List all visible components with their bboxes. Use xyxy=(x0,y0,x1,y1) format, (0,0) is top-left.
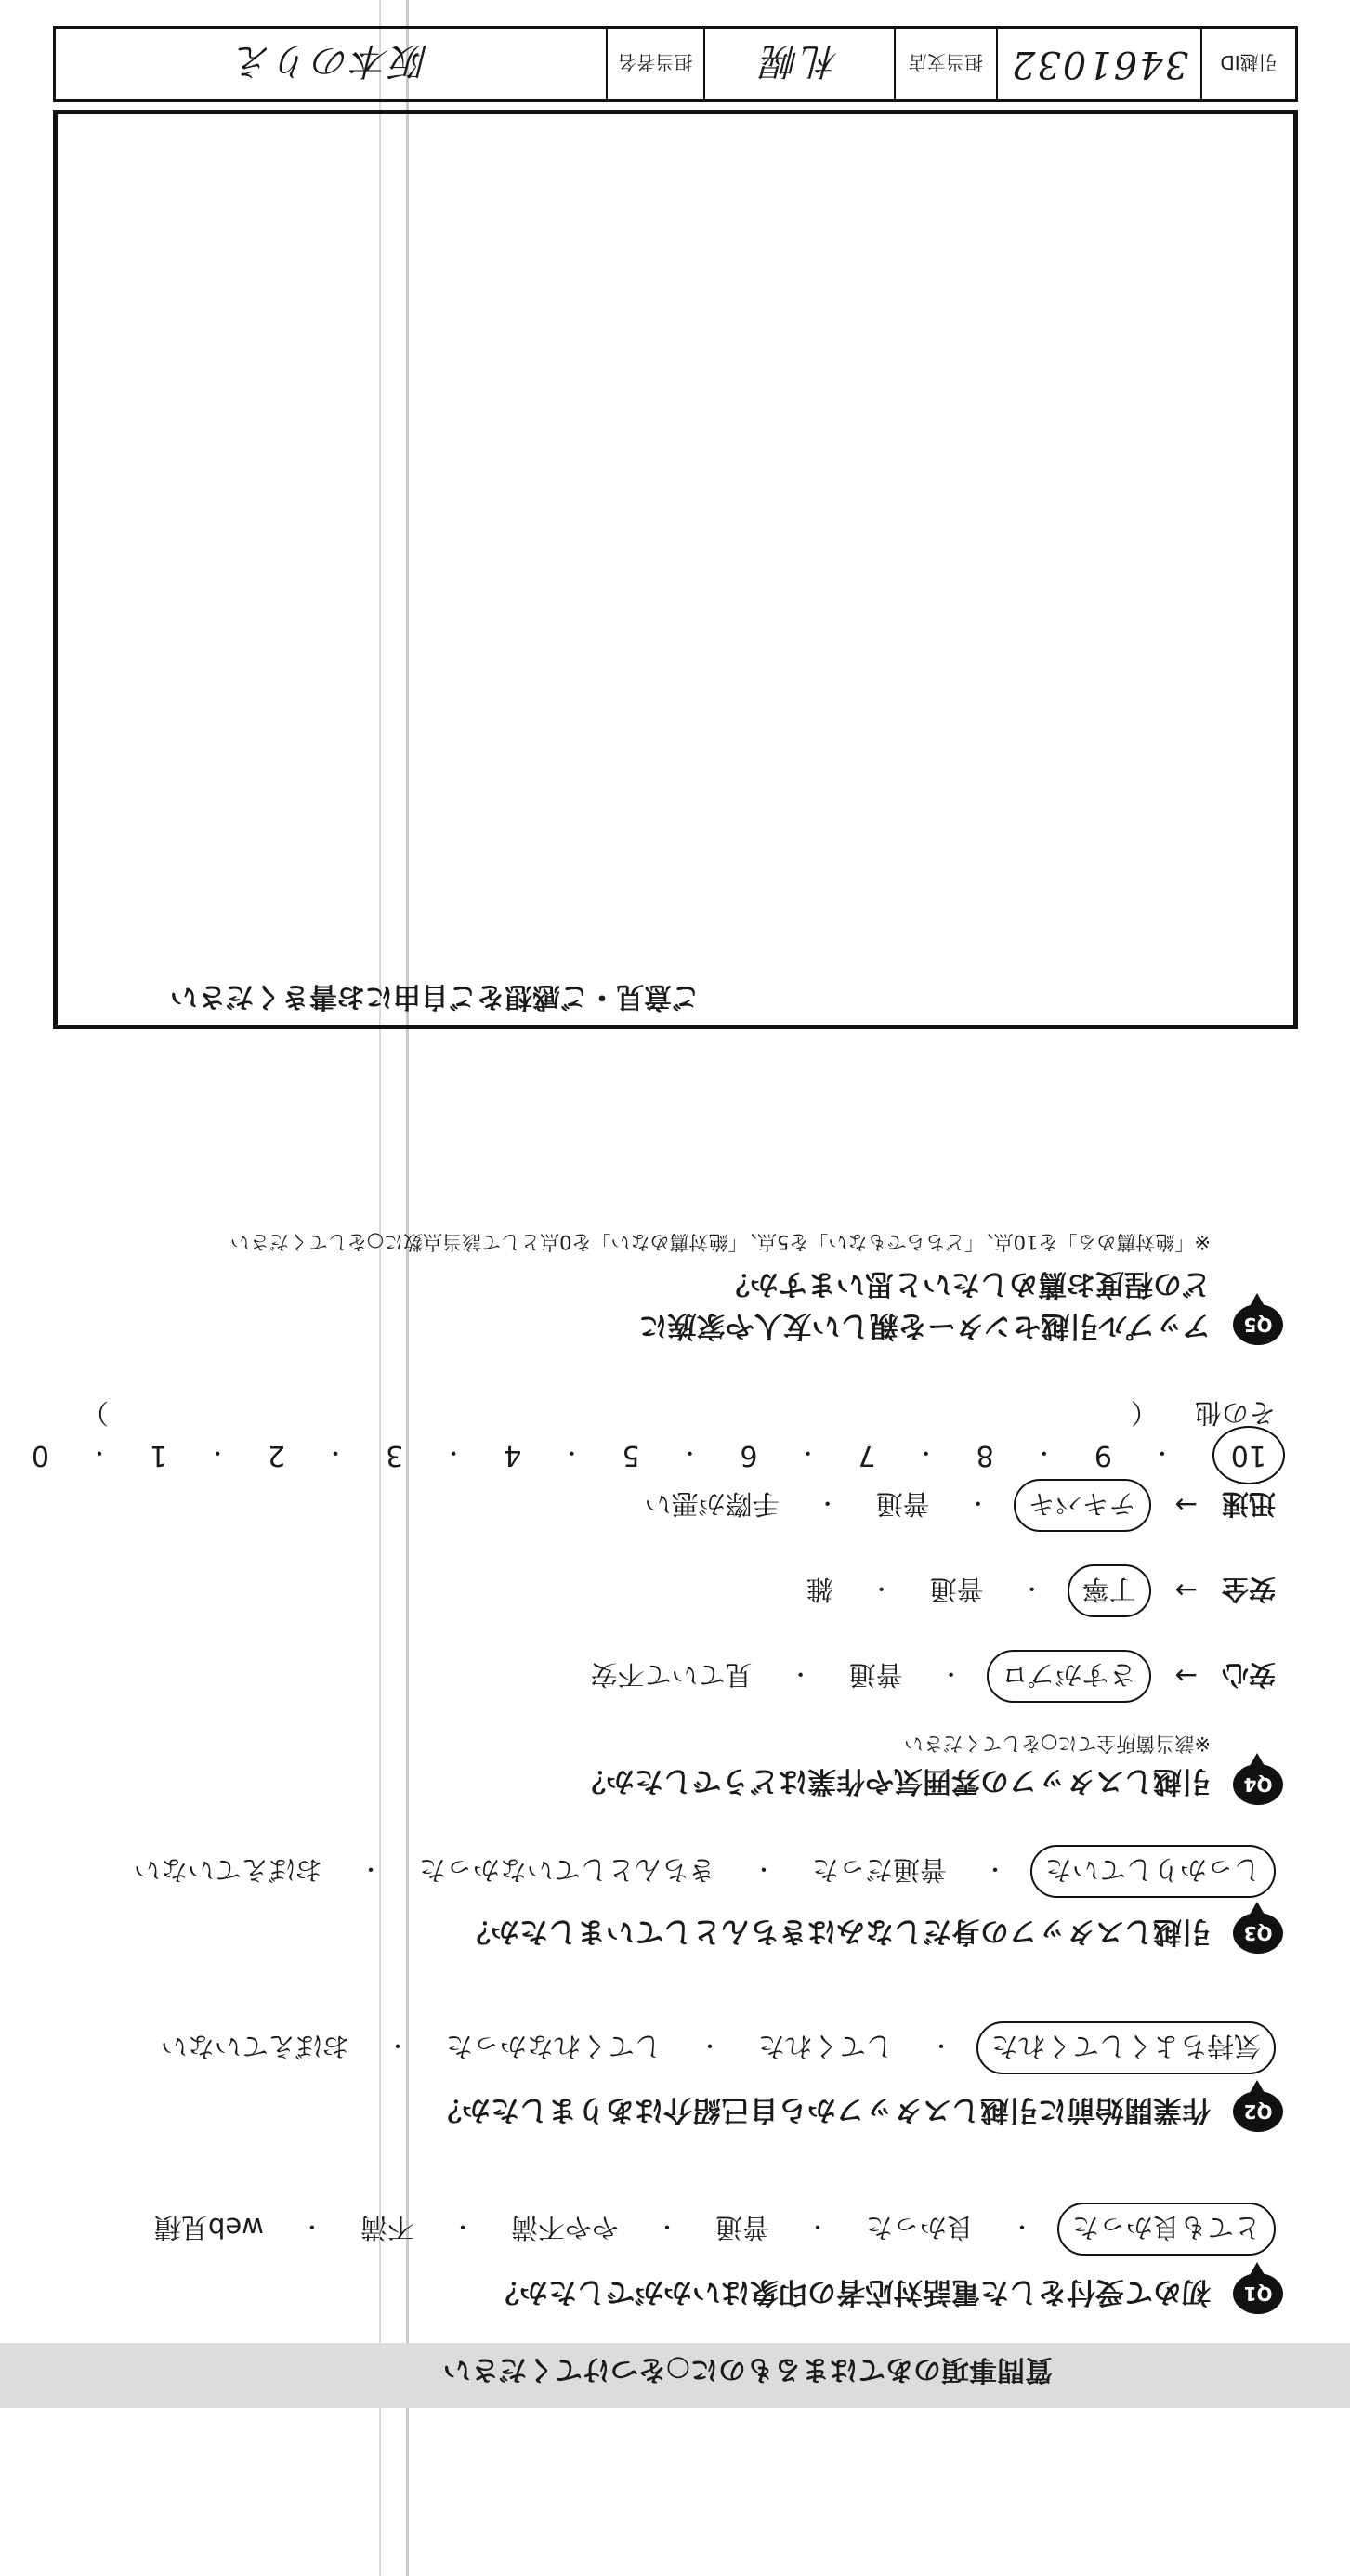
q4-option[interactable]: さすがプロ xyxy=(987,1650,1151,1703)
q4-option[interactable]: 普通 xyxy=(929,1574,984,1605)
q4-option[interactable]: 手際が悪い xyxy=(644,1488,780,1520)
q4-question: 引越しスタッフの雰囲気や作業はどうでしたか？ xyxy=(577,1764,1211,1798)
q2-option[interactable]: してくれた xyxy=(757,2031,893,2062)
q4-option[interactable]: 普通 xyxy=(848,1659,903,1691)
q1-options: とても良かった ・ 良かった ・ 普通 ・ やや不満 ・ 不満 ・ web見積 xyxy=(141,2203,1276,2256)
q5-badge: Q5 xyxy=(1233,1304,1283,1345)
arrow-right-icon: → xyxy=(1174,1489,1198,1522)
q4-row-label: 迅速 xyxy=(1221,1488,1276,1520)
q1-badge: Q1 xyxy=(1233,2273,1283,2314)
branch-label-cell xyxy=(896,29,998,99)
header-info-box xyxy=(53,26,1298,102)
q4-other-label: その他 xyxy=(1194,1397,1276,1429)
score-option-9[interactable]: 9 xyxy=(1094,1439,1112,1471)
q2-options: 気持ちよくしてくれた ・ してくれた ・ してくれなかった ・ おぼえていない xyxy=(148,2021,1276,2074)
q4-option[interactable]: 雑 xyxy=(806,1574,833,1605)
id-value-cell xyxy=(998,29,1202,99)
q5-question-line2: どの程度お薦めしたいと思いますか？ xyxy=(721,1267,1211,1301)
q1-option[interactable]: 良かった xyxy=(865,2212,974,2243)
staff-value-cell xyxy=(56,29,608,99)
score-option-2[interactable]: 2 xyxy=(268,1439,286,1471)
q2-option[interactable]: してくれなかった xyxy=(445,2031,662,2062)
staff-label: 担当者名 xyxy=(618,51,693,74)
q2-question: 作業開始前に引越しスタッフから自己紹介はありましたか？ xyxy=(433,2093,1211,2126)
score-option-3[interactable]: 3 xyxy=(386,1439,404,1471)
q3-option[interactable]: しっかりしていた xyxy=(1030,1845,1276,1898)
q4-row-label: 安全 xyxy=(1221,1574,1276,1605)
branch-value: 札幌 xyxy=(760,39,839,83)
q1-option[interactable]: 普通 xyxy=(714,2212,769,2243)
q5-note: ※「絶対薦める」を10点、「どちらでもない」を5点、「絶対薦めない」を0点として該当点数に○をしてください xyxy=(229,1231,1211,1253)
q1-option[interactable]: web見積 xyxy=(153,2212,264,2243)
q3-options: しっかりしていた ・ 普通だった ・ きちんとしていなかった ・ おぼえていない xyxy=(121,1845,1276,1898)
score-option-4[interactable]: 4 xyxy=(504,1439,522,1471)
comment-title: ご意見・ご感想をご自由にお書きください xyxy=(170,980,700,1013)
score-option-6[interactable]: 6 xyxy=(740,1439,758,1471)
comment-box xyxy=(53,110,1298,1029)
q4-option[interactable]: 普通 xyxy=(875,1488,930,1520)
branch-label: 担当支店 xyxy=(909,51,983,74)
q1-question: 初めて受付をした電話対応者の印象はいかがでしたか？ xyxy=(491,2275,1211,2308)
score-option-5[interactable]: 5 xyxy=(622,1439,640,1471)
staff-value: 阪本のりえ xyxy=(233,39,428,83)
arrow-right-icon: → xyxy=(1174,1660,1198,1693)
q4-row-anshin: 安心 → さすがプロ ・ 普通 ・ 見ていて不安 xyxy=(578,1650,1276,1703)
id-label: 引越ID xyxy=(1220,51,1278,74)
q5-question-line1: アップル引越センターを親しい友人や家族に xyxy=(638,1309,1211,1342)
score-option-7[interactable]: 7 xyxy=(858,1439,876,1471)
q1-option[interactable]: やや不満 xyxy=(510,2212,619,2243)
q3-option[interactable]: おぼえていない xyxy=(133,1854,322,1886)
q4-option[interactable]: 丁寧 xyxy=(1068,1564,1151,1617)
q4-option[interactable]: テキパキ xyxy=(1014,1479,1151,1532)
q2-option[interactable]: おぼえていない xyxy=(160,2031,349,2062)
q4-other-row xyxy=(82,1395,1276,1433)
arrow-right-icon: → xyxy=(1174,1575,1198,1607)
id-value: 3461032 xyxy=(1009,43,1189,85)
score-option-8[interactable]: 8 xyxy=(976,1439,994,1471)
staff-label-cell xyxy=(608,29,705,99)
q4-row-jinsoku: 迅速 → テキパキ ・ 普通 ・ 手際が悪い xyxy=(632,1479,1276,1532)
branch-value-cell xyxy=(705,29,896,99)
q4-row-anzen: 安全 → 丁寧 ・ 普通 ・ 雑 xyxy=(793,1564,1276,1617)
q1-option[interactable]: とても良かった xyxy=(1057,2203,1276,2256)
score-option-10[interactable]: 10 xyxy=(1212,1426,1285,1484)
q3-question: 引越しスタッフの身だしなみはきちんとしていましたか？ xyxy=(462,1915,1211,1948)
q5-score-row: 10 ・ 9 ・ 8 ・ 7 ・ 6 ・ 5 ・ 4 ・ 3 ・ 2 ・ 1 ・ 0 xyxy=(32,1426,1285,1484)
q4-note: ※該当箇所全てに○をしてください xyxy=(904,1733,1211,1755)
q4-badge: Q4 xyxy=(1233,1764,1283,1805)
q3-option[interactable]: 普通だった xyxy=(811,1854,947,1886)
q2-badge: Q2 xyxy=(1233,2091,1283,2132)
q4-option[interactable]: 見ていて不安 xyxy=(590,1659,753,1691)
q2-option[interactable]: 気持ちよくしてくれた xyxy=(976,2021,1276,2074)
id-label-cell xyxy=(1202,29,1295,99)
survey-title: 質問事項のあてはまるものに○をつけてください xyxy=(442,2353,1053,2386)
q1-option[interactable]: 不満 xyxy=(360,2212,414,2243)
q4-row-label: 安心 xyxy=(1221,1659,1276,1691)
q3-option[interactable]: きちんとしていなかった xyxy=(418,1854,715,1886)
score-option-0[interactable]: 0 xyxy=(31,1439,49,1471)
score-option-1[interactable]: 1 xyxy=(149,1439,168,1471)
q3-badge: Q3 xyxy=(1233,1913,1283,1954)
q4-other-open: （ xyxy=(1130,1397,1158,1429)
q4-other-close: ） xyxy=(81,1397,109,1429)
